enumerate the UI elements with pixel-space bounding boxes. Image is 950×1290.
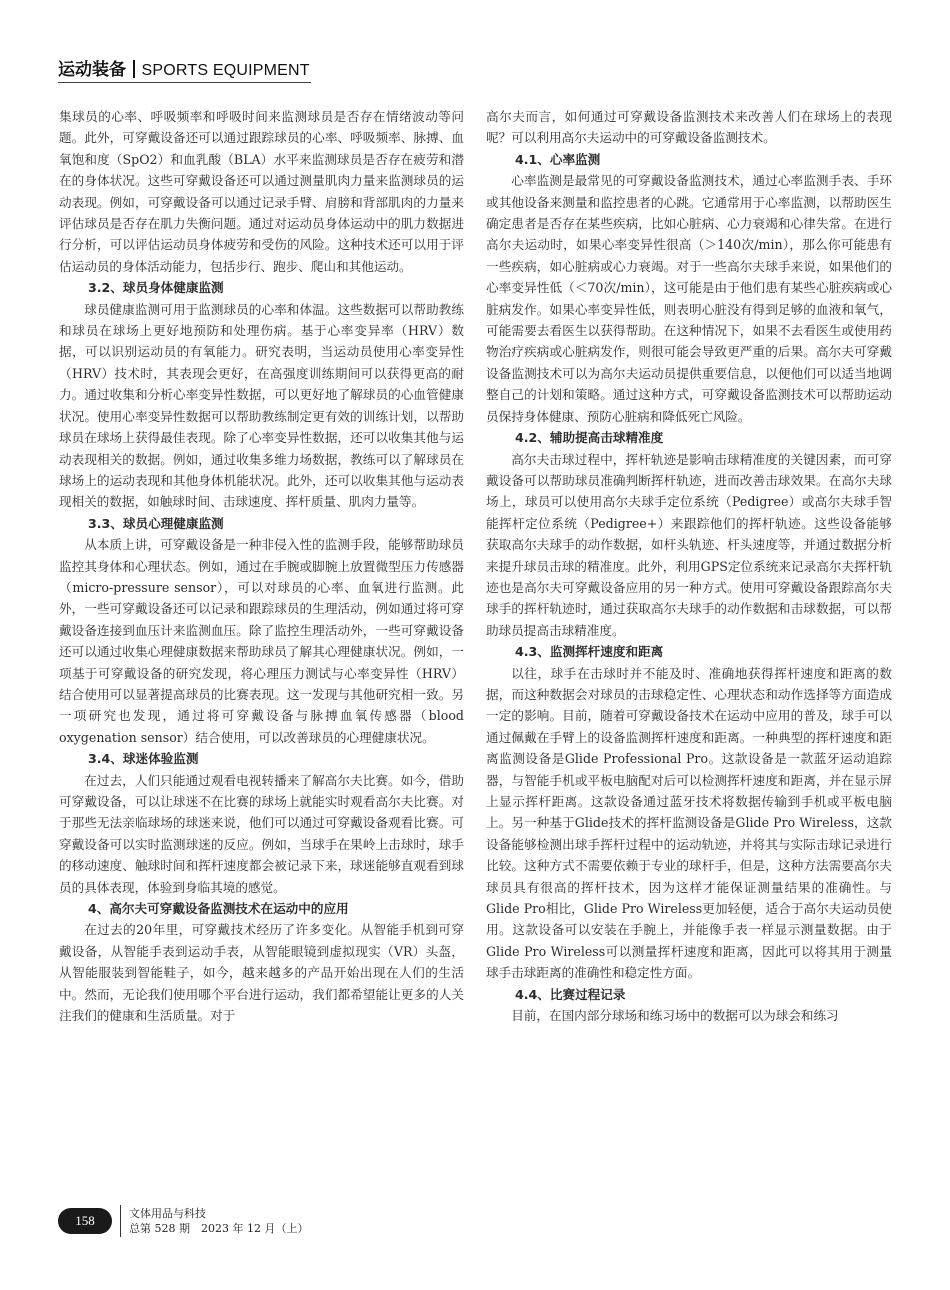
section-heading: 3.3、球员心理健康监测 — [88, 515, 224, 531]
body-paragraph: 高尔夫击球过程中，挥杆轨迹是影响击球精准度的关键因素，而可穿戴设备可以帮助球员准确判断挥杆轨迹，进而改善击球效果。在高尔夫球场上，球员可以使用高尔夫球手定位系统（Pedigree）或高尔夫球手智能挥杆定位系统（Pedigree+）来跟踪他们的挥杆轨迹。这些设备能够获取高尔夫球手的动作数据，如杆头轨迹、杆头速度等，并通过数据分析来提升球员击球的精准度。此外，利用GPS定位系统来记录高尔夫挥杆轨迹也是高尔夫可穿戴设备应用的另一种方式。使用可穿戴设备跟踪高尔夫球手的挥杆轨迹时，通过获取高尔夫球手的动作数据和击球数据，可以帮助球员提高击球精准度。 — [486, 451, 892, 638]
body-paragraph: 集球员的心率、呼吸频率和呼吸时间来监测球员是否存在情绪波动等问题。此外，可穿戴设备还可以通过跟踪球员的心率、呼吸频率、脉搏、血氧饱和度（SpO2）和血乳酸（BLA）水平来监测球员是否存在疲劳和潜在的身体状况。这些可穿戴设备还可以通过测量肌肉力量来监测球员的运动表现。例如，可穿戴设备可以通过记录手臂、肩膀和背部肌肉的力量来评估球员是否存在肌力失衡问题。通过对运动员身体运动中的肌力数据进行分析，可以评估运动员身体疲劳和受伤的风险。这种技术还可以用于评估运动员的身体活动能力，包括步行、跑步、爬山和其他运动。 — [59, 109, 464, 274]
section-heading: 4.4、比赛过程记录 — [515, 986, 626, 1002]
issue-info: 总第 528 期 2023 年 12 月（上） — [129, 1222, 309, 1235]
section-heading: 4、高尔夫可穿戴设备监测技术在运动中的应用 — [88, 901, 349, 917]
header-rule — [58, 82, 311, 83]
section-heading: 3.4、球迷体验监测 — [88, 751, 199, 767]
body-paragraph: 在过去，人们只能通过观看电视转播来了解高尔夫比赛。如今，借助可穿戴设备，可以让球迷不在比赛的球场上就能实时观看高尔夫比赛。对于那些无法亲临球场的球迷来说，他们可以通过可穿戴设备观看比赛。可穿戴设备可以实时监测球迷的反应。例如，当球手在果岭上击球时，球手的移动速度、触球时间和挥杆速度都会被记录下来，球迷能够直观看到球员的具体表现，体验到身临其境的感觉。 — [59, 772, 464, 895]
page-number: 158 — [58, 1208, 112, 1234]
section-title-en: SPORTS EQUIPMENT — [141, 62, 310, 79]
section-heading: 4.1、心率监测 — [515, 151, 601, 167]
left-column — [59, 106, 464, 1026]
body-paragraph: 心率监测是最常见的可穿戴设备监测技术，通过心率监测手表、手环或其他设备来测量和监控患者的心跳。它通常用于心率监测，以帮助医生确定患者是否存在某些疾病，比如心脏病、心力衰竭和心律失常。在进行高尔夫运动时，如果心率变异性很高（＞140次/min），那么你可能患有一些疾病，如心脏病或心力衰竭。对于一些高尔夫球手来说，如果他们的心率变异性低（＜70次/min），这可能是由于他们患有某些心脏疾病或心脏病发作。如果心率变异性低，则表明心脏没有得到足够的血液和氧气，可能需要去看医生以获得帮助。在这种情况下，如果不去看医生或使用药物治疗疾病或心脏病发作，则很可能会导致更严重的后果。高尔夫可穿戴设备监测技术可以为高尔夫运动员提供重要信息，以便他们可以适当地调整自己的计划和策略。通过这种方式，可穿戴设备监测技术可以帮助运动员保持身体健康、预防心脏病和降低死亡风险。 — [486, 173, 892, 424]
section-title-cn: 运动装备 — [58, 60, 126, 80]
body-paragraph: 以往，球手在击球时并不能及时、准确地获得挥杆速度和距离的数据，而这种数据会对球员的击球稳定性、心理状态和动作选择等方面造成一定的影响。目前，随着可穿戴设备技术在运动中应用的普及，球手可以通过佩戴在手臂上的设备监测挥杆速度和距离。一种典型的挥杆速度和距离监测设备是Glide Professional Pro。这款设备是一款蓝牙运动追踪器，与智能手机或平板电脑配对后可以检测挥杆速度和距离，并在显示屏上显示挥杆距离。这款设备通过蓝牙技术将数据传输到手机或平板电脑上。另一种基于Glide技术的挥杆监测设备是Glide Pro Wireless，这款设备能够检测出球手挥杆过程中的运动轨迹，并将其与实际击球记录进行比较。这种方式不需要依赖于专业的球杆手，但是，这种方法需要高尔夫球员具有很高的挥杆技术，因为这样才能保证测量结果的准确性。与Glide Pro相比，Glide Pro Wireless更加轻便，适合于高尔夫运动员使用。这款设备可以安装在手腕上，并能像手表一样显示测量数据。由于Glide Pro Wireless可以测量挥杆速度和距离，因此可以将其用于测量球手击球距离的准确性和稳定性方面。 — [486, 665, 892, 981]
running-header — [58, 54, 310, 80]
body-paragraph: 从本质上讲，可穿戴设备是一种非侵入性的监测手段，能够帮助球员监控其身体和心理状态。例如，通过在手腕或脚腕上放置微型压力传感器（micro-pressure sensor），可以对球员的心率、血氧进行监测。此外，一些可穿戴设备还可以记录和跟踪球员的生理活动，例如通过将可穿戴设备连接到血压计来监测血压。除了监控生理活动外，一些可穿戴设备还可以通过收集心理健康数据来帮助球员了解其心理健康状况。例如，一项基于可穿戴设备的研究发现，将心理压力测试与心率变异性（HRV）结合使用可以显著提高球员的比赛表现。这一发现与其他研究相一致。另一项研究也发现，通过将可穿戴设备与脉搏血氧传感器（blood oxygenation sensor）结合使用，可以改善球员的心理健康状况。 — [59, 537, 464, 745]
section-heading: 3.2、球员身体健康监测 — [88, 280, 224, 296]
body-paragraph: 目前，在国内部分球场和练习场中的数据可以为球会和练习 — [511, 1008, 839, 1024]
journal-info — [129, 1206, 308, 1236]
page-footer — [58, 1205, 308, 1237]
body-paragraph: 高尔夫而言，如何通过可穿戴设备监测技术来改善人们在球场上的表现呢？可以利用高尔夫运动中的可穿戴设备监测技术。 — [486, 109, 892, 146]
footer-divider — [120, 1205, 121, 1237]
section-heading: 4.3、监测挥杆速度和距离 — [515, 644, 664, 660]
header-divider — [133, 60, 135, 78]
body-paragraph: 球员健康监测可用于监测球员的心率和体温。这些数据可以帮助教练和球员在球场上更好地预防和处理伤病。基于心率变异率（HRV）数据，可以识别运动员的有氧能力。研究表明，当运动员使用心率变异性（HRV）技术时，其表现会更好，在高强度训练期间可以获得更高的耐力。通过收集和分析心率变异性数据，可以更好地了解球员的心血管健康状况。使用心率变异性数据可以帮助教练制定更有效的训练计划，以帮助球员在球场上获得最佳表现。除了心率变异性数据，还可以收集其他与运动表现相关的数据。例如，通过收集多维力场数据，教练可以了解球员在球场上的运动表现和其他身体机能状况。此外，还可以收集其他与运动表现相关的数据，如触球时间、击球速度、挥杆质量、肌肉力量等。 — [59, 301, 464, 510]
body-paragraph: 在过去的20年里，可穿戴技术经历了许多变化。从智能手机到可穿戴设备，从智能手表到运动手表，从智能眼镜到虚拟现实（VR）头盔，从智能服装到智能鞋子，如今，越来越多的产品开始出现在人们的生活中。然而，无论我们使用哪个平台进行运动，我们都希望能让更多的人关注我们的健康和生活质量。对于 — [59, 922, 464, 1024]
right-column — [486, 106, 892, 1026]
journal-name: 文体用品与科技 — [129, 1207, 206, 1220]
section-heading: 4.2、辅助提高击球精准度 — [515, 430, 664, 446]
